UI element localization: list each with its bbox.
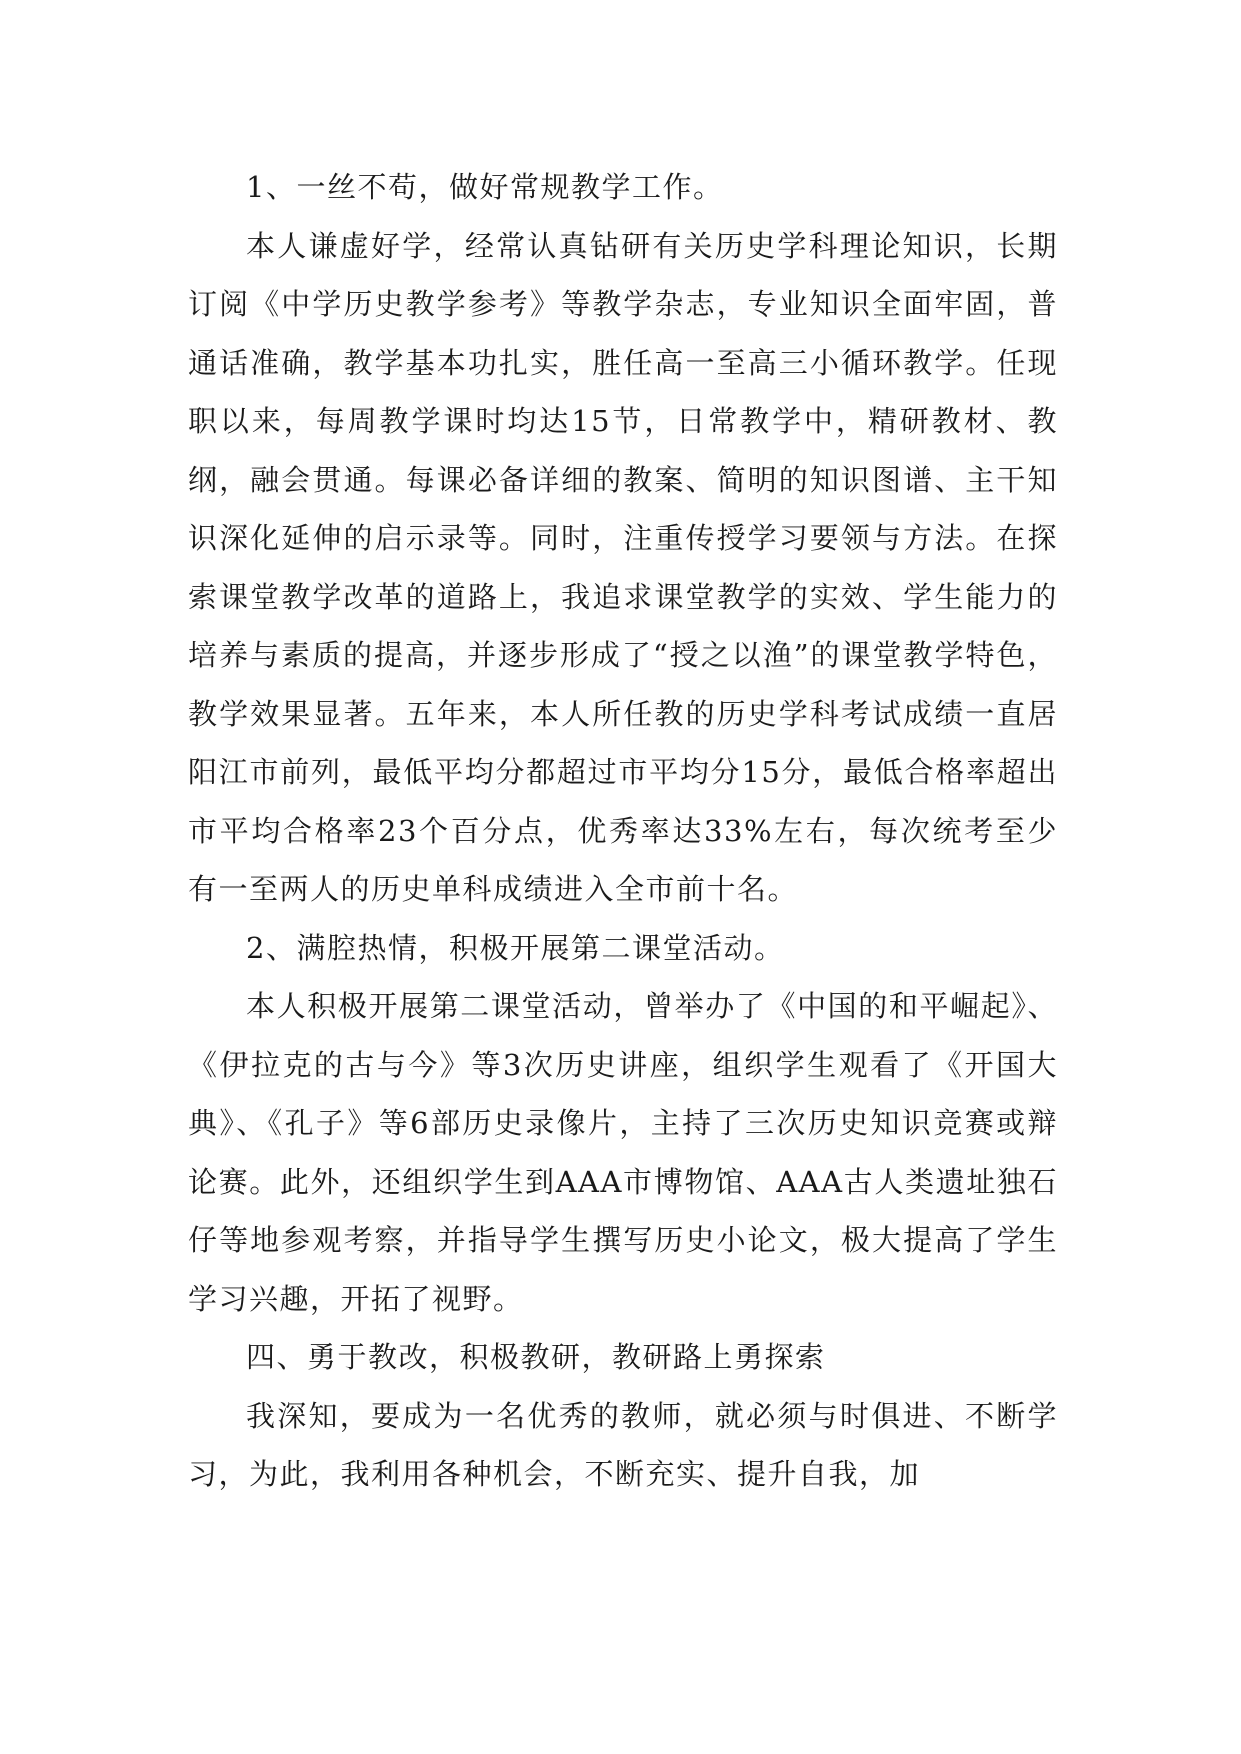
paragraph-heading-1: 1、一丝不苟，做好常规教学工作。 — [246, 170, 724, 204]
paragraph-heading-4: 四、勇于教改，积极教研，教研路上勇探索 — [246, 1340, 826, 1374]
paragraph-routine-teaching: 本人谦虚好学，经常认真钻研有关历史学科理论知识，长期订阅《中学历史教学参考》等教学杂志，专业知识全面牢固，普通话准确，教学基本功扎实，胜任高一至高三小循环教学。任现职以来，每周教学课时均达15节，日常教学中，精研教材、教纲，融会贯通。每课必备详细的教案、简明的知识图谱、主干知识深化延伸的启示录等。同时，注重传授学习要领与方法。在探索课堂教学改革的道路上，我追求课堂教学的实效、学生能力的培养与素质的提高，并逐步形成了“授之以渔”的课堂教学特色，教学效果显著。五年来，本人所任教的历史学科考试成绩一直居阳江市前列，最低平均分都超过市平均分15分，最低合格率超出市平均合格率23个百分点，优秀率达33%左右，每次统考至少有一至两人的历史单科成绩进入全市前十名。 — [188, 228, 1058, 906]
paragraph-research: 我深知，要成为一名优秀的教师，就必须与时俱进、不断学习，为此，我利用各种机会，不断充实、提升自我，加 — [188, 1398, 1058, 1491]
document-body — [188, 158, 1058, 1504]
paragraph-heading-2: 2、满腔热情，积极开展第二课堂活动。 — [246, 930, 785, 965]
paragraph-extracurricular: 本人积极开展第二课堂活动，曾举办了《中国的和平崛起》、《伊拉克的古与今》等3次历史讲座，组织学生观看了《开国大典》、《孔子》等6部历史录像片，主持了三次历史知识竞赛或辩论赛。此外，还组织学生到AAA市博物馆、AAA古人类遗址独石仔等地参观考察，并指导学生撰写历史小论文，极大提高了学生学习兴趣，开拓了视野。 — [188, 989, 1058, 1316]
